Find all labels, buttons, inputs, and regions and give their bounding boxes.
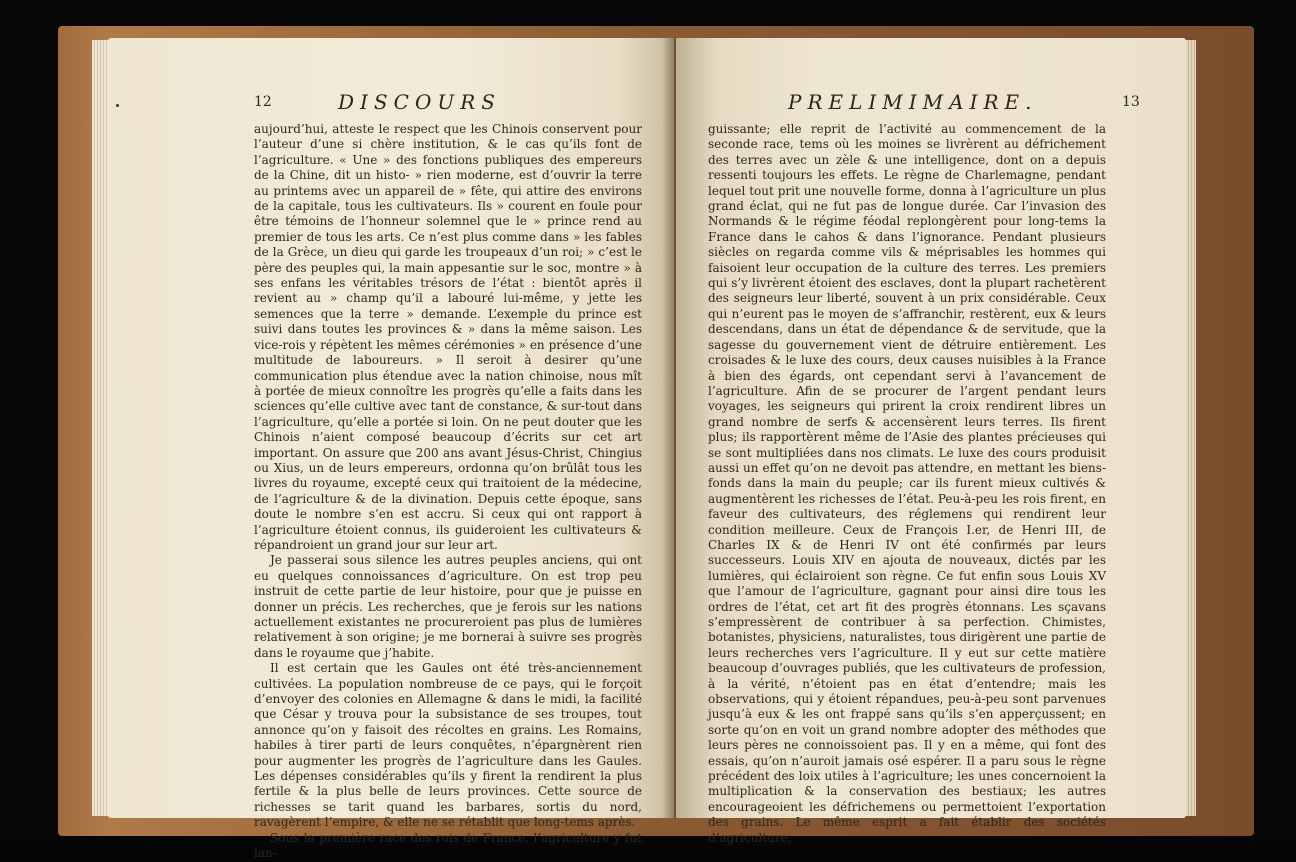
left-paragraph-2: Je passerai sous silence les autres peuples anciens, qui ont eu quelques connoissances d’agriculture. On est trop peu instruit de cette partie de leur histoire, pour que je puisse en donner un précis. Les recherches, que je ferois sur les nations actuellement existantes ne procureroient pas plus de lumières relativement à son origine; je me bornerai à suivre ses progrès dans le royaume que j’habite. — [254, 553, 642, 660]
left-paragraph-3: Il est certain que les Gaules ont été très-anciennement cultivées. La population nombreuse de ce pays, qui le forçoit d’envoyer des colonies en Allemagne & dans le midi, la facilité que César y trouva pour la subsistance de ses troupes, tout annonce qu’on y faisoit des récoltes en grains. Les Romains, habiles à tirer parti de leurs conquêtes, n’épargnèrent rien pour augmenter les progrès de l’agriculture dans les Gaules. Les dépenses considérables qu’ils y firent la rendirent la plus fertile & la plus belle de leurs provinces. Cette source de richesses se tarit quand les barbares, sortis du nord, ravagèrent l’empire, & elle ne se rétablit que long-tems après. — [254, 661, 642, 830]
left-running-head: DISCOURS — [338, 90, 501, 114]
right-paragraph-1: guissante; elle reprit de l’activité au commencement de la seconde race, tems où les moines se livrèrent au défrichement des terres avec un zèle & une intelligence, dont on a depuis ressenti toujours les effets. Le règne de Charlemagne, pendant lequel tout prit une nouvelle forme, donna à l’agriculture un plus grand éclat, qui ne fut pas de longue durée. Car l’invasion des Normands & le régime féodal replongèrent pour long-tems la France dans le cahos & dans l’ignorance. Pendant plusieurs siècles on regarda comme vils & méprisables les hommes qui faisoient leur occupation de la culture des terres. Les premiers qui s’y livrèrent étoient des esclaves, dont la plupart rachetèrent des seigneurs leur liberté, souvent à un prix considérable. Ceux qui n’eurent pas le moyen de s’affranchir, restèrent, eux & leurs descendans, dans un état de dépendance & de servitude, que la sagesse du gouvernement vient de détruire entièrement. Les croisades & le luxe des cours, deux causes nuisibles à la France à bien des égards, ont cependant servi à l’avancement de l’agriculture. Afin de se procurer de l’argent pendant leurs voyages, les seigneurs qui prirent la croix rendirent libres un grand nombre de serfs & accensèrent leurs terres. Ils firent plus; ils rapportèrent même de l’Asie des plantes précieuses qui se sont multipliées dans nos climats. Le luxe des cours produisit aussi un effet qu’on ne devoit pas attendre, en mettant les biens-fonds dans la main du peuple; car ils furent mieux cultivés & augmentèrent les richesses de l’état. Peu-à-peu les rois firent, en faveur des cultivateurs, des réglemens qui rendirent leur condition meilleure. Ceux de François I.er, de Henri III, de Charles IX & de Henri IV ont été confirmés par leurs successeurs. Louis XIV en ajouta de nouveaux, dictés par les lumières, qui éclairoient son règne. Ce fut enfin sous Louis XV que l’amour de l’agriculture, gagnant pour ainsi dire tous les ordres de l’état, cet art fit des progrès étonnans. Les sçavans s’empressèrent de contribuer à sa perfection. Chimistes, botanistes, physiciens, naturalistes, tous dirigèrent une partie de leurs recherches vers l’agriculture. Il y eut sur cette matière beaucoup d’ouvrages publiés, que les cultivateurs de profession, à la vérité, n’étoient pas en état d’entendre; mais les observations, qui y étoient répandues, peu-à-peu sont parvenues jusqu’à eux & les ont frappé sans qu’ils s’en apperçussent; en sorte qu’on en voit un grand nombre adopter des méthodes que leurs pères ne connoissoient pas. Il y en a même, qui font des essais, qu’on n’auroit jamais osé espérer. Il a paru sous le règne précédent des loix utiles à l’agriculture; les unes concernoient la multiplication & la conservation des bestiaux; les autres encourageoient les défrichemens ou permettoient l’exportation des grains. Le même esprit a fait établir des sociétés d’agriculture, — [708, 122, 1106, 845]
margin-mark — [116, 104, 119, 107]
right-page-text — [708, 122, 1106, 846]
right-running-head: PRELIMIMAIRE. — [788, 90, 1038, 114]
left-page — [108, 38, 674, 861]
right-page — [676, 38, 1186, 845]
right-page-number: 13 — [1122, 94, 1140, 110]
left-paragraph-1: aujourd’hui, atteste le respect que les Chinois conservent pour l’auteur d’une si chère institution, & le cas qu’ils font de l’agriculture. « Une » des fonctions publiques des empereurs de la Chine, dit un histo- » rien moderne, est d’ouvrir la terre au printems avec un appareil de » fête, qui attire des environs de la capitale, tous les cultivateurs. Ils » courent en foule pour être témoins de l’honneur solemnel que le » prince rend au premier de tous les arts. Ce n’est plus comme dans » les fables de la Grèce, un dieu qui garde les troupeaux d’un roi; » c’est le père des peuples qui, la main appesantie sur le soc, montre » à ses enfans les véritables trésors de l’état : bientôt après il revient au » champ qu’il a labouré lui-même, y jette les semences que la terre » demande. L’exemple du prince est suivi dans toutes les provinces & » dans la même saison. Les vice-rois y répètent les mêmes cérémonies » en présence d’une multitude de laboureurs. » Il seroit à desirer qu’une communication plus étendue avec la nation chinoise, nous mît à portée de mieux connoître les progrès qu’elle a faits dans les sciences qu’elle cultive avec tant de constance, & sur-tout dans l’agriculture, qu’elle a portée si loin. On ne peut douter que les Chinois n’aient composé beaucoup d’écrits sur cet art important. On assure que 200 ans avant Jésus-Christ, Chingius ou Xius, un de leurs empereurs, ordonna qu’on brûlât tous les livres du royaume, excepté ceux qui traitoient de la médecine, de l’agriculture & de la divination. Depuis cette époque, sans doute le nombre s’en est accru. Si ceux qui ont rapport à l’agriculture étoient connus, ils guideroient les cultivateurs & répandroient un grand jour sur leur art. — [254, 122, 642, 552]
left-page-text — [254, 122, 642, 862]
left-paragraph-4: Sous la première race des rois de France, l’agriculture y fut lan- — [254, 830, 642, 861]
left-page-number: 12 — [254, 94, 272, 110]
